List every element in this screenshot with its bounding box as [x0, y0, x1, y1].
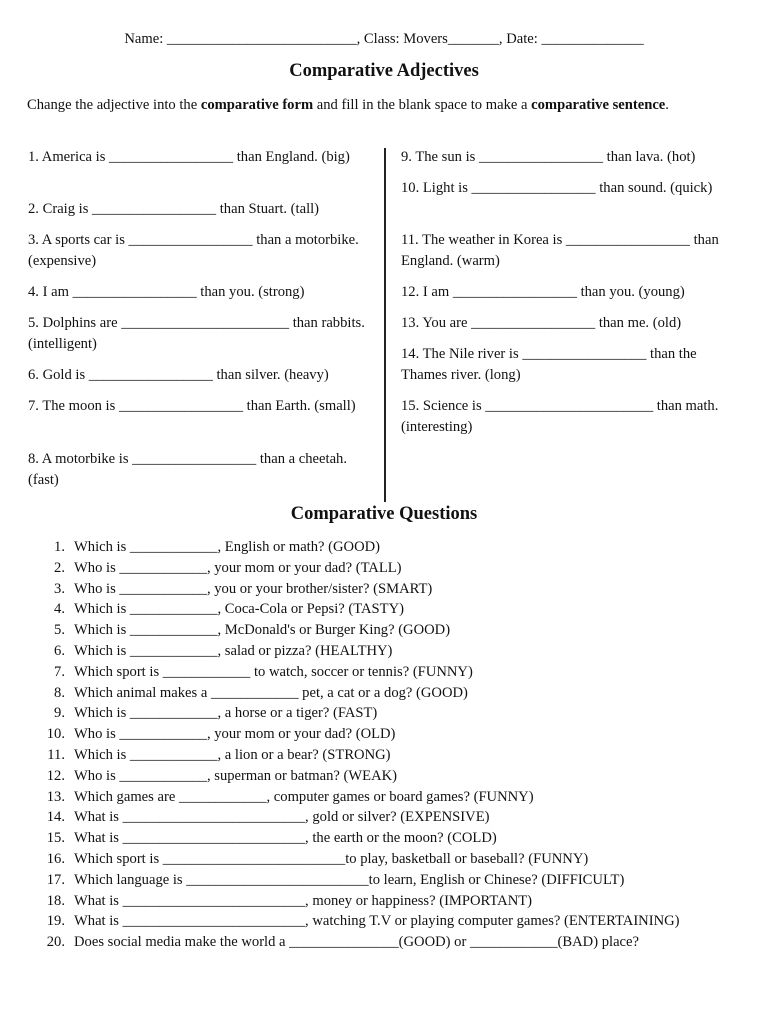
question-number: 15.	[46, 830, 65, 847]
question-text: What is _________________________, money or happiness? (IMPORTANT)	[74, 892, 533, 909]
list-item	[0, 579, 768, 600]
question-number: 2.	[54, 559, 65, 576]
column-divider	[384, 148, 386, 502]
list-item	[0, 828, 768, 849]
sentence-item: 1. America is _________________ than England. (big)	[28, 149, 350, 165]
list-item	[0, 662, 768, 683]
list-item	[0, 911, 768, 932]
question-text: Who is ____________, you or your brother/sister? (SMART)	[74, 580, 433, 597]
question-text: Which is ____________, a lion or a bear? (STRONG)	[74, 746, 391, 763]
list-item	[0, 537, 768, 558]
questions-list	[0, 537, 768, 953]
instructions-text-1: Change the adjective into the	[27, 97, 201, 113]
question-number: 12.	[46, 767, 65, 784]
question-text: Which is ____________, Coca-Cola or Pepsi? (TASTY)	[74, 601, 404, 618]
sentence-item: 9. The sun is _________________ than lava. (hot)	[401, 149, 696, 165]
instructions-text-3: .	[665, 97, 669, 113]
list-item	[0, 641, 768, 662]
sentence-item: 11. The weather in Korea is _________________ than England. (warm)	[401, 232, 723, 269]
question-number: 20.	[46, 934, 65, 951]
list-item	[0, 745, 768, 766]
list-item	[0, 683, 768, 704]
sentence-item: 8. A motorbike is _________________ than a cheetah. (fast)	[28, 451, 351, 488]
sentence-item: 3. A sports car is _________________ than a motorbike. (expensive)	[28, 232, 363, 269]
list-item	[0, 787, 768, 808]
question-number: 16.	[46, 850, 65, 867]
sentence-item: 12. I am _________________ than you. (young)	[401, 284, 685, 300]
list-item	[0, 807, 768, 828]
list-item	[0, 766, 768, 787]
question-text: Who is ____________, your mom or your dad? (OLD)	[74, 726, 396, 743]
sentence-item: 14. The Nile river is _________________ than the Thames river. (long)	[401, 346, 701, 383]
question-text: Which is ____________, McDonald's or Burger King? (GOOD)	[74, 622, 451, 639]
question-text: Which animal makes a ____________ pet, a cat or a dog? (GOOD)	[74, 684, 468, 701]
list-item	[0, 620, 768, 641]
name-class-date-line: Name: __________________________, Class: Movers_______, Date: ______________	[124, 31, 644, 47]
instructions-bold-2: comparative sentence	[531, 97, 666, 113]
question-number: 18.	[46, 892, 65, 909]
list-item	[0, 849, 768, 870]
question-text: Which games are ____________, computer games or board games? (FUNNY)	[74, 788, 534, 805]
question-number: 6.	[54, 642, 65, 659]
list-item	[0, 724, 768, 745]
question-number: 10.	[46, 726, 65, 743]
question-text: What is _________________________, watching T.V or playing computer games? (ENTERTAINING)	[74, 913, 680, 930]
sentence-item: 5. Dolphins are _______________________ than rabbits. (intelligent)	[28, 315, 369, 352]
question-text: Which sport is ____________ to watch, soccer or tennis? (FUNNY)	[74, 663, 473, 680]
question-number: 17.	[46, 871, 65, 888]
sentence-item: 10. Light is _________________ than sound. (quick)	[401, 180, 713, 196]
question-text: Which is ____________, a horse or a tiger? (FAST)	[74, 705, 378, 722]
list-item	[0, 599, 768, 620]
question-number: 3.	[54, 580, 65, 597]
sentence-item: 6. Gold is _________________ than silver. (heavy)	[28, 367, 329, 383]
list-item	[0, 932, 768, 953]
sentence-item: 4. I am _________________ than you. (strong)	[28, 284, 305, 300]
question-text: Which is ____________, salad or pizza? (HEALTHY)	[74, 642, 393, 659]
question-number: 1.	[54, 539, 65, 555]
instructions-bold-1: comparative form	[200, 97, 314, 113]
instructions-text-2: and fill in the blank space to make a	[313, 97, 532, 113]
question-number: 5.	[54, 622, 65, 639]
question-text: Which language is _________________________to learn, English or Chinese? (DIFFICULT)	[74, 871, 625, 888]
questions-title: Comparative Questions	[290, 504, 478, 524]
list-item	[0, 558, 768, 579]
question-text: Who is ____________, your mom or your dad? (TALL)	[74, 559, 402, 576]
question-text: What is _________________________, the earth or the moon? (COLD)	[74, 830, 497, 847]
sentence-item: 15. Science is _______________________ than math. (interesting)	[401, 398, 723, 435]
question-text: Which sport is _________________________to play, basketball or baseball? (FUNNY)	[74, 850, 589, 867]
worksheet-title: Comparative Adjectives	[289, 61, 479, 81]
question-number: 13.	[46, 788, 65, 805]
list-item	[0, 891, 768, 912]
question-number: 9.	[54, 705, 65, 722]
sentence-item: 2. Craig is _________________ than Stuart. (tall)	[28, 201, 320, 217]
question-number: 14.	[46, 809, 65, 826]
question-number: 19.	[46, 913, 65, 930]
question-number: 8.	[54, 684, 65, 701]
sentence-item: 7. The moon is _________________ than Earth. (small)	[28, 398, 356, 414]
list-item	[0, 870, 768, 891]
sentence-item: 13. You are _________________ than me. (old)	[401, 315, 682, 331]
question-number: 11.	[47, 746, 65, 763]
question-text: Does social media make the world a _______________(GOOD) or ____________(BAD) place?	[74, 934, 639, 951]
question-number: 4.	[54, 601, 65, 618]
question-text: Which is ____________, English or math? (GOOD)	[74, 539, 381, 555]
question-number: 7.	[54, 663, 65, 680]
question-text: What is _________________________, gold or silver? (EXPENSIVE)	[74, 809, 490, 826]
instructions	[27, 95, 737, 116]
question-text: Who is ____________, superman or batman? (WEAK)	[74, 767, 398, 784]
list-item	[0, 703, 768, 724]
